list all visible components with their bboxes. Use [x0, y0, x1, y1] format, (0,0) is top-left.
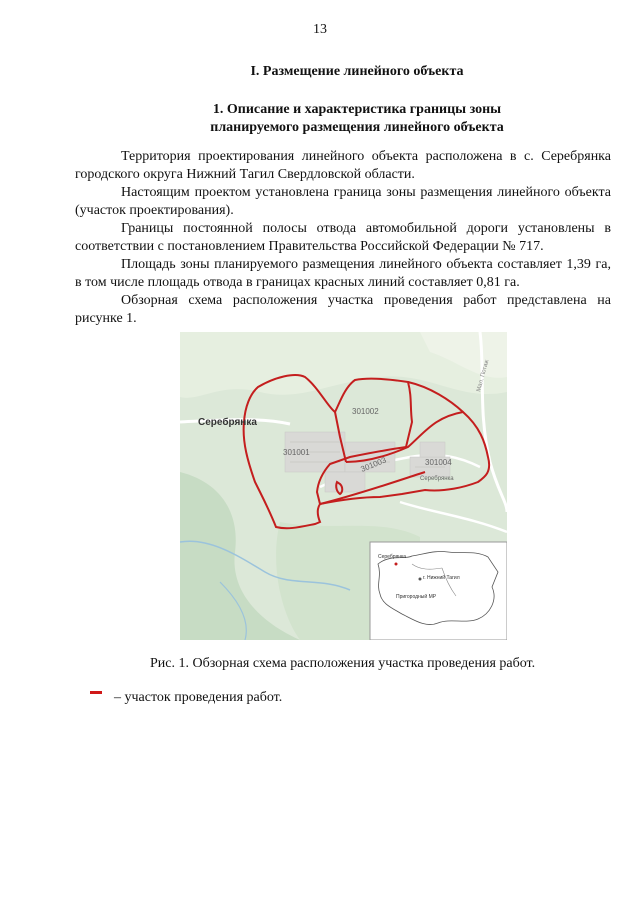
- paragraph-boundary: Настоящим проектом установлена граница зоны размещения линейного объекта (участок проектирования).: [75, 185, 611, 218]
- paragraph-overview: Обзорная схема расположения участка проведения работ представлена на рисунке 1.: [75, 293, 611, 326]
- page-number: 13: [313, 22, 327, 37]
- section-title: I. Размещение линейного объекта: [250, 64, 464, 79]
- inset-city-label: г. Нижний Тагил: [423, 575, 460, 581]
- zone-label-301003: 301003: [359, 455, 388, 474]
- subsection-title-line2: планируемого размещения линейного объекта: [210, 120, 504, 135]
- map-small-village-label: Серебрянка: [420, 476, 454, 482]
- body-text: [75, 148, 611, 328]
- legend-red-line-icon: [90, 691, 102, 694]
- subsection-title-line1: 1. Описание и характеристика границы зоны: [212, 102, 502, 117]
- subsection-title: [74, 101, 640, 137]
- inset-district-label: Пригородный МР: [396, 594, 437, 600]
- inset-map: [370, 542, 507, 640]
- zone-label-301004: 301004: [425, 458, 452, 467]
- figure-caption: Рис. 1. Обзорная схема расположения участка проведения работ.: [150, 656, 536, 671]
- legend: [90, 690, 282, 706]
- zone-label-301002: 301002: [352, 407, 379, 416]
- legend-text: – участок проведения работ.: [114, 690, 283, 705]
- inset-village-label: Серебрянка: [378, 554, 407, 560]
- zone-label-301001: 301001: [283, 448, 310, 457]
- paragraph-area: Площадь зоны планируемого размещения линейного объекта составляет 1,39 га, в том числе площадь отвода в границах красных линий составляет 0,81 га.: [75, 257, 611, 290]
- overview-map: [180, 332, 507, 640]
- map-village-label: Серебрянка: [198, 417, 257, 428]
- road-label: Мал. Потаж: [476, 359, 491, 393]
- paragraph-right-of-way: Границы постоянной полосы отвода автомобильной дороги установлены в соответствии с постановлением Правительства Российской Федерации № 717.: [75, 221, 611, 254]
- paragraph-territory: Территория проектирования линейного объекта расположена в с. Серебрянка городского округа Нижний Тагил Свердловской области.: [75, 149, 611, 182]
